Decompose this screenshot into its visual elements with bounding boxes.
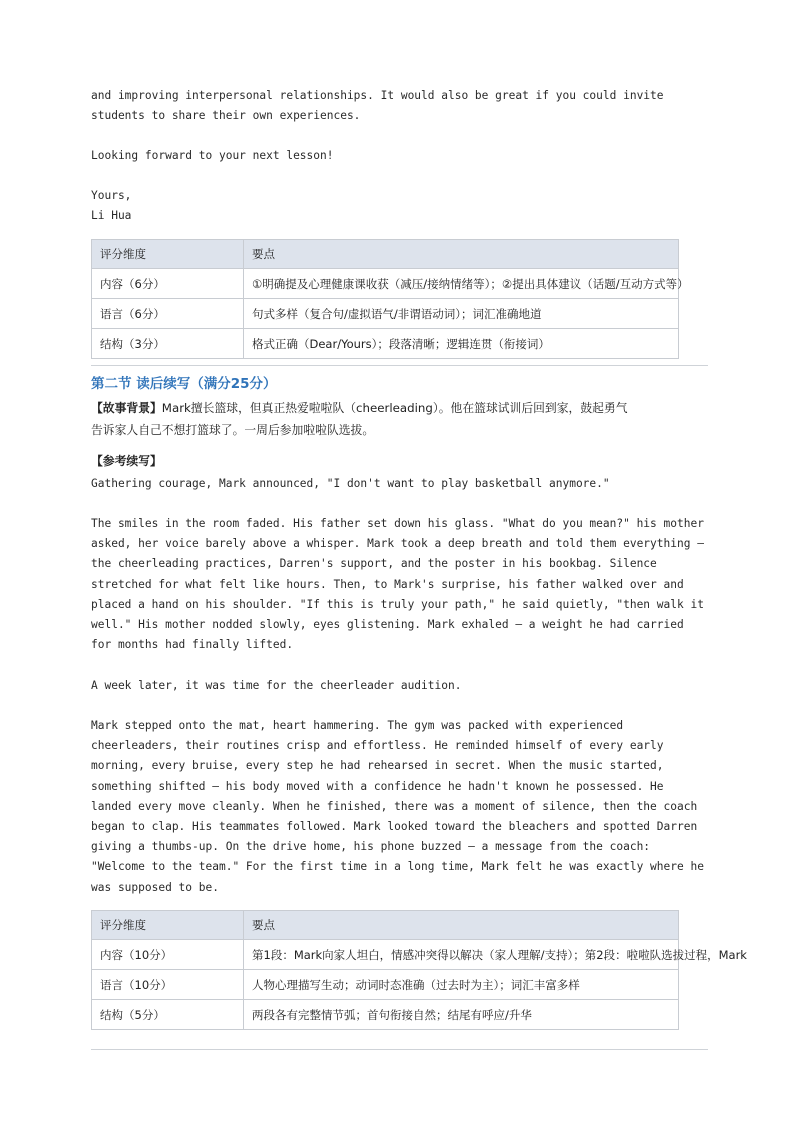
table-cell: 结构（5分） bbox=[92, 1000, 244, 1030]
letter-tail bbox=[91, 86, 708, 126]
letter-line: and improving interpersonal relationships. It would also be great if you could invite bbox=[91, 89, 664, 102]
reference-label: 【参考续写】 bbox=[91, 454, 162, 468]
story-line: The smiles in the room faded. His father set down his glass. "What do you mean?" his mother bbox=[91, 517, 704, 530]
table-header-row bbox=[92, 911, 679, 940]
table-row bbox=[92, 970, 679, 1000]
table-cell: 语言（6分） bbox=[92, 299, 244, 329]
story-line: giving a thumbs-up. On the drive home, his phone buzzed — a message from the coach: bbox=[91, 840, 651, 854]
table-header-row bbox=[92, 240, 679, 269]
header-points: 要点 bbox=[244, 911, 679, 940]
background-label: 【故事背景】 bbox=[91, 401, 162, 415]
rubric-table-1 bbox=[91, 239, 689, 359]
table-cell: 人物心理描写生动；动词时态准确（过去时为主）；词汇丰富多样 bbox=[244, 970, 679, 1000]
table-row bbox=[92, 940, 679, 970]
story-paragraph-4 bbox=[91, 716, 708, 898]
story-line: something shifted — his body moved with a confidence he hadn't known he possessed. He bbox=[91, 779, 664, 793]
table-cell: ①明确提及心理健康课收获（减压/接纳情绪等）；②提出具体建议（话题/互动方式等） bbox=[244, 269, 679, 299]
table-row bbox=[92, 329, 679, 359]
table-row bbox=[92, 1000, 679, 1030]
table-cell: 格式正确（Dear/Yours）；段落清晰；逻辑连贯（衔接词） bbox=[244, 329, 679, 359]
table-row bbox=[92, 299, 679, 329]
story-line: stretched for what felt like hours. Then, to Mark's surprise, his father walked over and bbox=[91, 577, 684, 591]
story-line: placed a hand on his shoulder. "If this is truly your path," he said quietly, "then walk it bbox=[91, 597, 704, 611]
table-cell: 语言（10分） bbox=[92, 970, 244, 1000]
background-line: 【故事背景】Mark擅长篮球，但真正热爱啦啦队（cheerleading）。他在篮球试训后回到家，鼓起勇气 bbox=[91, 401, 628, 415]
story-line: morning, every bruise, every step he had rehearsed in secret. When the music started, bbox=[91, 759, 664, 773]
story-line: for months had finally lifted. bbox=[91, 638, 294, 652]
table-cell: 结构（3分） bbox=[92, 329, 244, 359]
story-paragraph-2 bbox=[91, 514, 708, 655]
story-background bbox=[91, 397, 708, 441]
background-line: 告诉家人自己不想打篮球了。一周后参加啦啦队选拔。 bbox=[91, 423, 375, 437]
story-paragraph-3: A week later, it was time for the cheerleader audition. bbox=[91, 679, 462, 692]
header-dimension: 评分维度 bbox=[92, 911, 244, 940]
letter-closing: Looking forward to your next lesson! bbox=[91, 149, 334, 162]
table-cell: 内容（10分） bbox=[92, 940, 244, 970]
divider bbox=[91, 1049, 708, 1050]
story-line: well." His mother nodded slowly, eyes glistening. Mark exhaled — a weight he had carried bbox=[91, 618, 684, 632]
story-line: "Welcome to the team." For the first time in a long time, Mark felt he was exactly where he bbox=[91, 860, 704, 874]
letter-signature: Li Hua bbox=[91, 209, 132, 223]
letter-signoff: Yours, bbox=[91, 189, 132, 202]
rubric-table-2 bbox=[91, 910, 747, 1030]
divider bbox=[91, 365, 708, 366]
table-row bbox=[92, 269, 679, 299]
section-title: 第二节 读后续写（满分25分） bbox=[91, 376, 277, 392]
story-line: was supposed to be. bbox=[91, 880, 219, 894]
table-cell: 内容（6分） bbox=[92, 269, 244, 299]
header-dimension: 评分维度 bbox=[92, 240, 244, 269]
header-points: 要点 bbox=[244, 240, 679, 269]
story-line: began to clap. His teammates followed. Mark looked toward the bleachers and spotted Darren bbox=[91, 820, 698, 834]
story-line: cheerleaders, their routines crisp and effortless. He reminded himself of every early bbox=[91, 739, 664, 753]
letter-signoff-block bbox=[91, 186, 708, 226]
story-paragraph-1: Gathering courage, Mark announced, "I don't want to play basketball anymore." bbox=[91, 477, 610, 490]
story-line: asked, her voice barely above a whisper. Mark took a deep breath and told them everything — bbox=[91, 537, 704, 551]
table-cell: 两段各有完整情节弧；首句衔接自然；结尾有呼应/升华 bbox=[244, 1000, 679, 1030]
letter-line: students to share their own experiences. bbox=[91, 109, 361, 123]
table-cell: 句式多样（复合句/虚拟语气/非谓语动词）；词汇准确地道 bbox=[244, 299, 679, 329]
story-line: Mark stepped onto the mat, heart hammering. The gym was packed with experienced bbox=[91, 719, 624, 732]
story-line: landed every move cleanly. When he finished, there was a moment of silence, then the coach bbox=[91, 799, 698, 813]
table-cell: 第1段：Mark向家人坦白，情感冲突得以解决（家人理解/支持）；第2段：啦啦队选拔过程，Mark bbox=[244, 940, 679, 970]
story-line: the cheerleading practices, Darren's support, and the poster in his bookbag. Silence bbox=[91, 557, 657, 571]
